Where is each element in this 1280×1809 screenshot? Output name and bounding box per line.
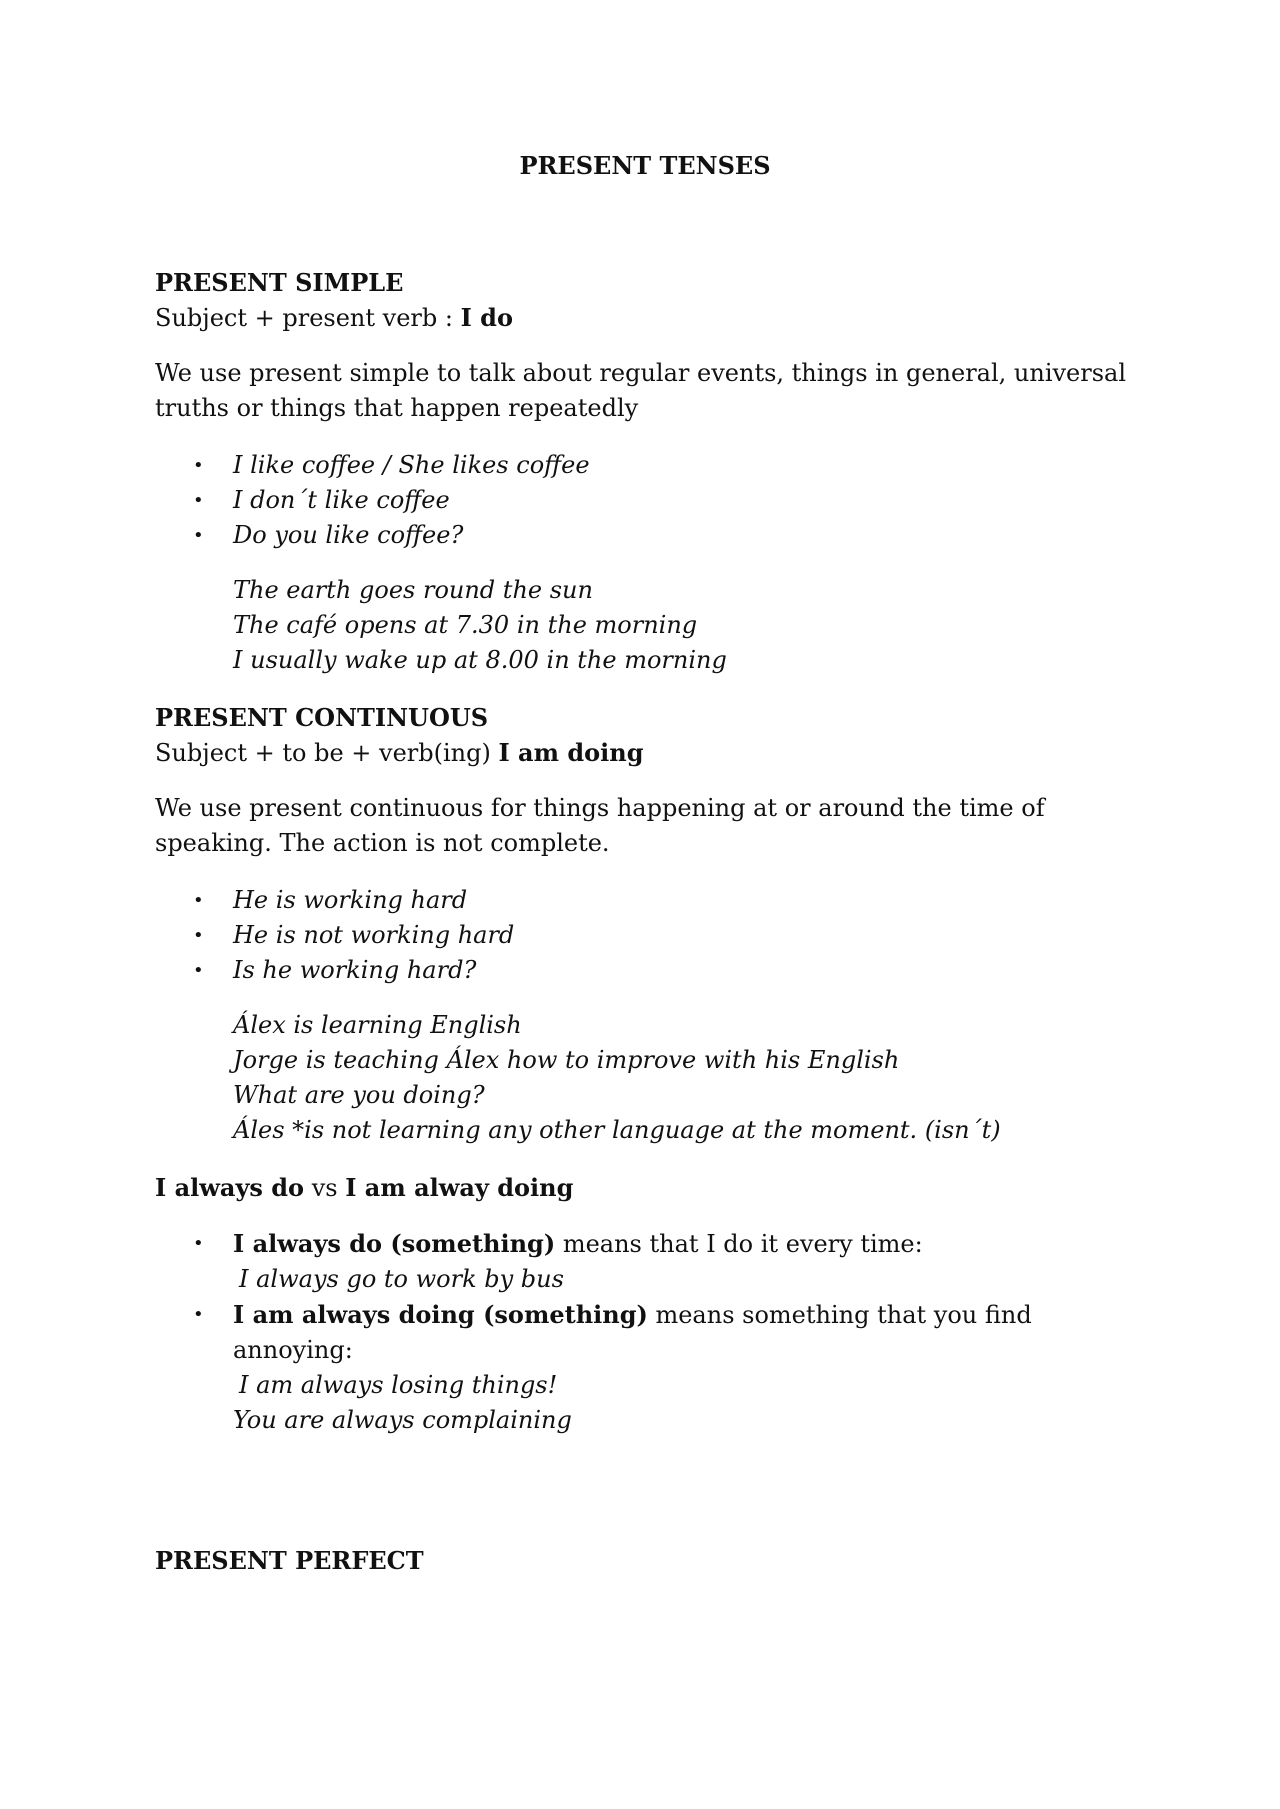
example-line: Áles *is not learning any other language at the moment. (isn´t)	[233, 1116, 1001, 1144]
bullet-icon: •	[193, 455, 204, 476]
list-item: • I like coffee / She likes coffee	[155, 448, 1135, 483]
comparison-bullets	[155, 1226, 1135, 1438]
list-item: • Do you like coffee?	[155, 518, 1135, 553]
comparison-heading: I always do vs I am alway doing	[155, 1173, 574, 1202]
present-simple-examples	[155, 573, 1135, 678]
example-line: The café opens at 7.30 in the morning	[233, 611, 698, 639]
list-item: • He is working hard	[155, 883, 1135, 918]
present-continuous-bullets	[155, 883, 1135, 988]
example-line: I usually wake up at 8.00 in the morning	[233, 646, 727, 674]
list-item: • He is not working hard	[155, 918, 1135, 953]
page-title: PRESENT TENSES	[519, 151, 771, 180]
example-line: Jorge is teaching Álex how to improve with his English	[233, 1046, 900, 1074]
present-continuous-heading: PRESENT CONTINUOUS	[155, 703, 489, 732]
formula-text: Subject + present verb :	[155, 304, 461, 332]
formula-bold: I am doing	[498, 738, 644, 767]
present-simple-bullets	[155, 448, 1135, 553]
present-simple-description: We use present simple to talk about regular events, things in general, universal truths or things that happen repeatedly	[155, 359, 1127, 422]
bullet-icon: •	[193, 525, 204, 546]
list-item: • I am always doing (something) means something that you find annoying: I am always losing things! You are always complaining	[155, 1297, 1135, 1438]
bullet-icon: •	[193, 1304, 204, 1325]
present-perfect-heading: PRESENT PERFECT	[155, 1546, 424, 1575]
bullet-icon: •	[193, 960, 204, 981]
example-line: Álex is learning English	[233, 1011, 522, 1039]
present-continuous-description: We use present continuous for things happening at or around the time of speaking. The action is not complete.	[155, 794, 1045, 857]
present-continuous-examples	[155, 1008, 1135, 1148]
bullet-icon: •	[193, 925, 204, 946]
present-continuous-formula	[155, 735, 1135, 771]
list-item: • I always do (something) means that I do it every time: I always go to work by bus	[155, 1226, 1135, 1297]
present-simple-formula	[155, 300, 1135, 336]
example-line: I always go to work by bus	[239, 1265, 564, 1293]
formula-text: Subject + to be + verb(ing)	[155, 739, 499, 767]
formula-bold: I do	[460, 303, 513, 332]
example-line: I am always losing things!	[239, 1371, 558, 1399]
present-simple-heading: PRESENT SIMPLE	[155, 268, 404, 297]
bullet-icon: •	[193, 1233, 204, 1254]
list-item: • I don´t like coffee	[155, 483, 1135, 518]
document-body	[155, 148, 1135, 1578]
list-item: • Is he working hard?	[155, 953, 1135, 988]
example-line: What are you doing?	[233, 1081, 485, 1109]
example-line: The earth goes round the sun	[233, 576, 593, 604]
bullet-icon: •	[193, 490, 204, 511]
example-line: You are always complaining	[233, 1406, 572, 1434]
bullet-icon: •	[193, 890, 204, 911]
